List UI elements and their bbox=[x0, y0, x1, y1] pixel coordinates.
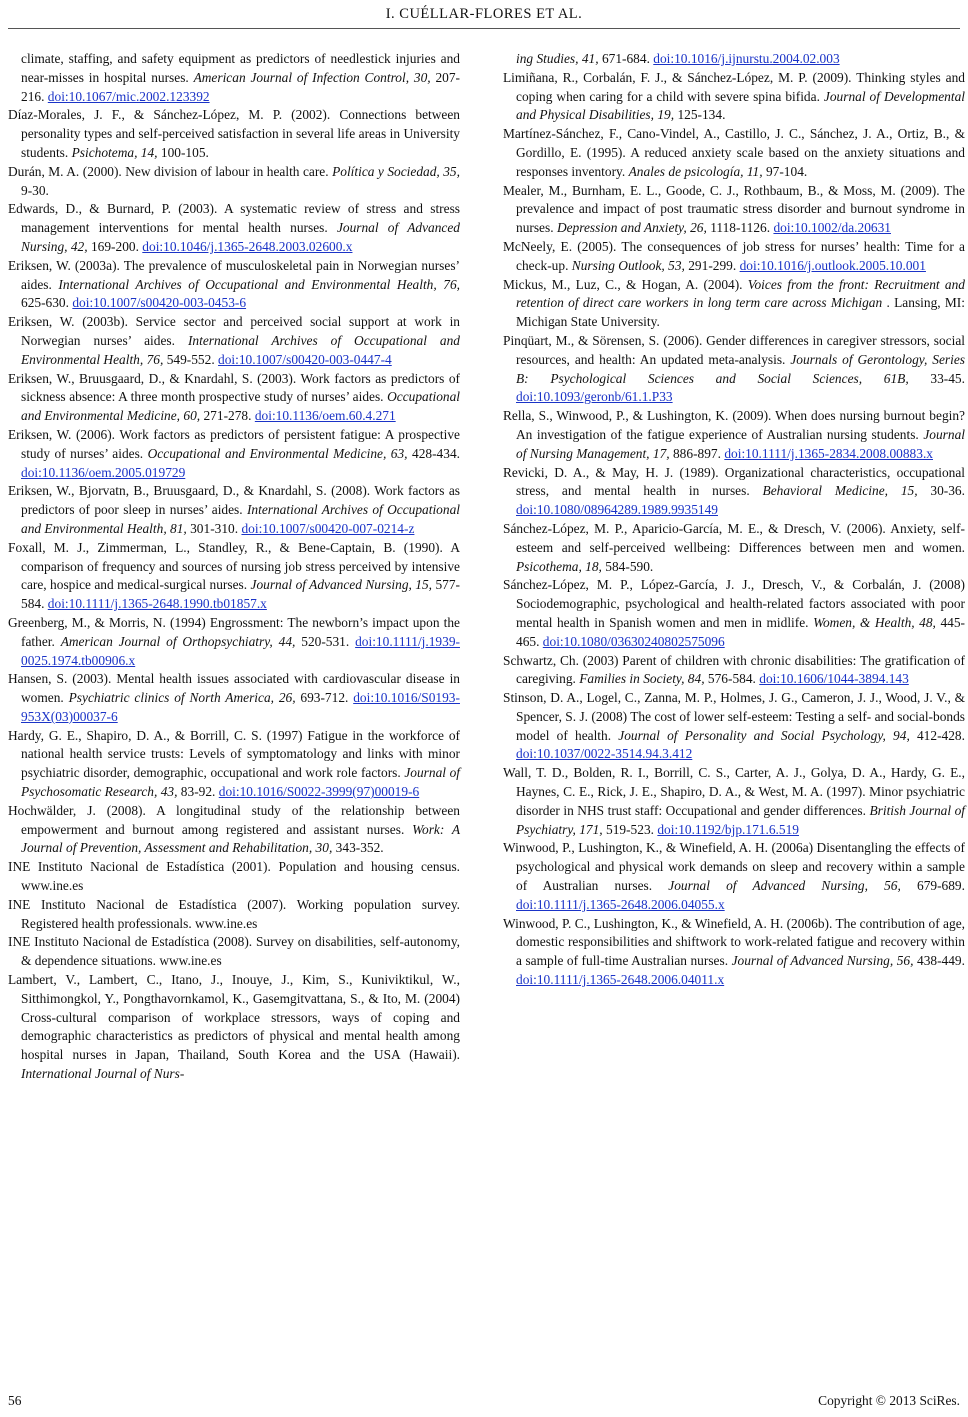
doi-link[interactable]: doi:10.1016/j.outlook.2005.10.001 bbox=[739, 257, 926, 273]
page-range: 549-552. bbox=[166, 351, 215, 367]
page-range: 125-134. bbox=[677, 107, 726, 123]
reference-entry bbox=[503, 576, 965, 651]
reference-entry bbox=[8, 257, 460, 313]
page-number: 56 bbox=[8, 1393, 22, 1408]
reference-entry bbox=[8, 727, 460, 802]
reference-entry bbox=[503, 915, 965, 990]
doi-link[interactable]: doi:10.1016/j.ijnurstu.2004.02.003 bbox=[653, 51, 840, 66]
reference-text: Mealer, M., Burnham, E. L., Goode, C. J., Rothbaum, B., & Moss, M. (2009). The prevalence and impact of post traumatic stress disorder and burnout syndrome in nurses. bbox=[503, 182, 965, 236]
page-range: 343-352. bbox=[335, 840, 384, 856]
page-range: 584-590. bbox=[605, 558, 654, 574]
reference-text: INE Instituto Nacional de Estadística (2008). Survey on disabilities, self-autonomy, & dependence situations. www.ine.es bbox=[8, 934, 460, 969]
journal-title: Work: A Journal of Prevention, Assessment and Rehabilitation, 30, bbox=[21, 821, 460, 856]
reference-entry bbox=[8, 426, 460, 482]
page-range: 671-684. bbox=[601, 51, 650, 66]
journal-title: ing Studies, 41, bbox=[516, 51, 599, 66]
reference-entry bbox=[503, 839, 965, 914]
reference-text: McNeely, E. (2005). The consequences of job stress for nurses’ health: Time for a check-up. bbox=[503, 238, 965, 273]
reference-text: Hardy, G. E., Shapiro, D. A., & Borrill, C. S. (1997) Fatigue in the workforce of national health service trusts: Levels of symptomatology and links with minor psychiatric disorder, demographic, occupational and work role factors. bbox=[8, 727, 460, 781]
doi-link[interactable]: doi:10.1002/da.20631 bbox=[773, 220, 891, 236]
page-range: 445-465. bbox=[516, 614, 965, 649]
page-range: 33-45. bbox=[930, 370, 965, 386]
journal-title: Psichotema, 14, bbox=[71, 144, 158, 160]
journal-title: Families in Society, 84, bbox=[579, 671, 705, 687]
reference-text: Greenberg, M., & Morris, N. (1994) Engrossment: The newborn’s impact upon the father. bbox=[8, 614, 460, 649]
reference-entry bbox=[503, 69, 965, 125]
reference-text: Rella, S., Winwood, P., & Lushington, K. (2009). When does nursing burnout begin? An investigation of the fatigue experience of Australian nursing students. bbox=[503, 408, 965, 442]
journal-title: Journal of Advanced Nursing, 56, bbox=[668, 878, 901, 894]
doi-link[interactable]: doi:10.1192/bjp.171.6.519 bbox=[657, 821, 799, 837]
running-header: I. CUÉLLAR-FLORES ET AL. bbox=[385, 6, 583, 22]
journal-title: British Journal of Psychiatry, 171, bbox=[516, 802, 965, 837]
reference-text: Edwards, D., & Burnard, P. (2003). A systematic review of stress and stress management interventions for mental health nurses. bbox=[8, 201, 460, 236]
reference-entry bbox=[8, 802, 460, 858]
reference-entry bbox=[503, 407, 965, 463]
journal-title: Journal of Advanced Nursing, 56, bbox=[731, 953, 914, 969]
reference-text: Schwartz, Ch. (2003) Parent of children with chronic disabilities: The gratification of caregiving. bbox=[503, 652, 965, 687]
page-range: 1118-1126. bbox=[710, 220, 771, 236]
reference-entry bbox=[503, 520, 965, 576]
reference-entry bbox=[8, 896, 460, 934]
reference-entry bbox=[8, 614, 460, 670]
doi-link[interactable]: doi:10.1007/s00420-003-0447-4 bbox=[218, 351, 392, 367]
reference-text: Durán, M. A. (2000). New division of labour in health care. bbox=[8, 163, 329, 179]
reference-column-right bbox=[503, 50, 965, 990]
page-range: 9-30. bbox=[21, 182, 49, 198]
reference-entry bbox=[8, 482, 460, 538]
doi-link[interactable]: doi:10.1093/geronb/61.1.P33 bbox=[516, 389, 673, 405]
reference-text: Martínez-Sánchez, F., Cano-Vindel, A., Castillo, J. C., Sánchez, J. A., Ortiz, B., & Gordillo, E. (1995). A reduced anxiety scale based on the anxiety situations and responses inventory. bbox=[503, 126, 965, 179]
journal-title: Journal of Psychosomatic Research, 43, bbox=[21, 765, 461, 800]
reference-text: Winwood, P., Lushington, K., & Winefield, A. H. (2006a) Disentangling the effects of psychological and physical work demands on sleep and recovery within a sample of Australian nurses. bbox=[503, 840, 965, 894]
reference-entry bbox=[503, 125, 965, 181]
reference-text: climate, staffing, and safety equipment as predictors of needlestick injuries and near-misses in hospital nurses. bbox=[21, 51, 460, 85]
reference-entry bbox=[8, 933, 460, 971]
reference-text: Sánchez-López, M. P., Aparicio-García, M. E., & Dresch, V. (2006). Anxiety, self-esteem and self-perceived wellbeing: Differences between men and women. bbox=[503, 520, 965, 555]
header-divider bbox=[8, 28, 960, 29]
page-range: 169-200. bbox=[90, 238, 139, 254]
page-range: 291-299. bbox=[688, 257, 737, 273]
reference-text: Eriksen, W. (2003a). The prevalence of musculoskeletal pain in Norwegian nurses’ aides. bbox=[8, 257, 460, 292]
journal-title: American Journal of Infection Control, 30, bbox=[193, 69, 431, 85]
reference-text: Wall, T. D., Bolden, R. I., Borrill, C. S., Carter, A. J., Golya, D. A., Hardy, G. E., Haynes, C. E., Rick, J. E., Shapiro, D. A., & West, M. A. (1997). Minor psychiatric disorder in NHS trust staff: Occupational and gender differences. bbox=[503, 765, 965, 818]
reference-entry bbox=[8, 163, 460, 201]
reference-text: Stinson, D. A., Logel, C., Zanna, M. P., Holmes, J. G., Cameron, J. J., Wood, J. V., & Spencer, S. J. (2008) The cost of lower self-esteem: Testing a self- and social-bonds model of health. bbox=[503, 690, 965, 743]
reference-entry bbox=[8, 106, 460, 162]
doi-link[interactable]: doi:10.1016/S0193-953X(03)00037-6 bbox=[21, 690, 460, 724]
page-range: 428-434. bbox=[412, 445, 460, 461]
reference-text: INE Instituto Nacional de Estadística (2007). Working population survey. Registered health professionals. www.ine.es bbox=[8, 896, 460, 931]
journal-title: Journal of Advanced Nursing, 15, bbox=[250, 577, 433, 593]
page-range: 412-428. bbox=[916, 727, 965, 743]
reference-text: Pinqüart, M., & Sörensen, S. (2006). Gender differences in caregiver stressors, social resources, and health: An updated meta-analysis. bbox=[503, 332, 965, 367]
page-range: 625-630. bbox=[21, 295, 69, 311]
reference-text: Eriksen, W. (2006). Work factors as predictors of persistent fatigue: A prospective study of nurses’ aides. bbox=[8, 426, 460, 461]
doi-link[interactable]: doi:10.1111/j.1365-2648.1990.tb01857.x bbox=[47, 596, 267, 612]
reference-text: Foxall, M. J., Zimmerman, L., Standley, R., & Bene-Captain, B. (1990). A comparison of frequency and sources of nursing job stress perceived by intensive care, hospice and medical-surgical nurses. bbox=[8, 539, 460, 593]
reference-entry bbox=[503, 276, 965, 332]
journal-title: American Journal of Orthopsychiatry, 44, bbox=[60, 633, 296, 649]
doi-link[interactable]: doi:10.1606/1044-3894.143 bbox=[759, 671, 909, 687]
journal-title: Journal of Personality and Social Psychology, 94, bbox=[618, 727, 910, 743]
reference-text: Eriksen, W. (2003b). Service sector and perceived social support at work in Norwegian nurses’ aides. bbox=[8, 314, 460, 348]
page-range: 100-105. bbox=[160, 144, 209, 160]
journal-title: Journal of Nursing Management, 17, bbox=[516, 426, 965, 461]
doi-link[interactable]: doi:10.1111/j.1365-2648.2006.04011.x bbox=[516, 972, 725, 988]
reference-entry bbox=[503, 652, 965, 690]
reference-text: Hansen, S. (2003). Mental health issues associated with cardiovascular disease in women. bbox=[8, 671, 460, 706]
doi-link[interactable]: doi:10.1136/oem.60.4.271 bbox=[254, 408, 396, 424]
reference-text: Sánchez-López, M. P., López-García, J. J., Dresch, V., & Corbalán, J. (2008) Sociodemographic, psychological and health-related factors associated with poor mental health in Spanish women and men in midlife. bbox=[503, 577, 965, 630]
journal-title: Occupational and Environmental Medicine, 60, bbox=[21, 389, 460, 424]
doi-link[interactable]: doi:10.1080/03630240802575096 bbox=[542, 633, 725, 649]
page-range: 886-897. bbox=[672, 445, 721, 461]
journal-title: International Archives of Occupational and Environmental Health, 81, bbox=[21, 502, 460, 536]
journal-title: Voices from the front: Recruitment and retention of direct care workers in long term care across Michigan bbox=[516, 276, 965, 311]
journal-title: Psicothema, 18, bbox=[516, 558, 602, 574]
reference-text: Revicki, D. A., & May, H. J. (1989). Organizational characteristics, occupational stress, and mental health in nurses. bbox=[503, 464, 965, 499]
reference-text: Lambert, V., Lambert, C., Itano, J., Inouye, J., Kim, S., Kuniviktikul, W., Sitthimongkol, Y., Pongthavornkamol, K., Gasemgitvattana, S., & Ito, M. (2004) Cross-cultural comparison of workplace stressors, ways of coping and demographic characteristics as predictors of physical and mental health among hospital nurses in Japan, Thailand, South Korea and the USA (Hawaii). bbox=[8, 972, 460, 1063]
doi-link[interactable]: doi:10.1016/S0022-3999(97)00019-6 bbox=[218, 784, 420, 800]
page-range: 30-36. bbox=[930, 483, 965, 499]
journal-title: Women, & Health, 48, bbox=[813, 614, 936, 630]
reference-text: INE Instituto Nacional de Estadística (2001). Population and housing census. www.ine.es bbox=[8, 859, 460, 894]
journal-title: Behavioral Medicine, 15, bbox=[762, 483, 918, 499]
reference-entry bbox=[503, 182, 965, 238]
reference-entry bbox=[503, 764, 965, 839]
reference-text: Limiñana, R., Corbalán, F. J., & Sánchez-López, M. P. (2009). Thinking styles and coping when caring for a child with severe spina bifida. bbox=[503, 69, 965, 104]
doi-link[interactable]: doi:10.1111/j.1939-0025.1974.tb00906.x bbox=[21, 633, 460, 668]
reference-entry bbox=[8, 370, 460, 426]
page-range: 438-449. bbox=[917, 953, 965, 969]
journal-title: Journal of Advanced Nursing, 42, bbox=[21, 220, 460, 254]
journal-title: Anales de psicología, 11, bbox=[628, 163, 763, 179]
page-range: 576-584. bbox=[707, 671, 756, 687]
reference-text: Hochwälder, J. (2008). A longitudinal study of the relationship between empowerment and burnout among registered and assistant nurses. bbox=[8, 802, 460, 837]
journal-title: International Archives of Occupational and Environmental Health, 76, bbox=[58, 276, 460, 292]
reference-entry bbox=[503, 50, 965, 69]
reference-entry bbox=[8, 670, 460, 726]
reference-entry bbox=[8, 200, 460, 256]
reference-column-left bbox=[8, 50, 460, 1084]
doi-link[interactable]: doi:10.1111/j.1365-2834.2008.00883.x bbox=[724, 445, 933, 461]
page-range: 207-216. bbox=[21, 69, 460, 104]
page-range: 520-531. bbox=[301, 633, 350, 649]
reference-entry bbox=[8, 858, 460, 896]
page-range: 519-523. bbox=[606, 821, 654, 837]
reference-text: Eriksen, W., Bjorvatn, B., Bruusgaard, D., & Knardahl, S. (2008). Work factors as predictors of poor sleep in nurses’ aides. bbox=[8, 483, 460, 518]
reference-entry bbox=[503, 464, 965, 520]
journal-title: International Journal of Nurs- bbox=[21, 1066, 185, 1082]
reference-text: Winwood, P. C., Lushington, K., & Winefield, A. H. (2006b). The contribution of age, domestic responsibilities and shiftwork to work-related fatigue and recovery within a sample of full-time Australian nurses. bbox=[503, 915, 965, 969]
reference-text: Díaz-Morales, J. F., & Sánchez-López, M. P. (2002). Connections between personality types and self-perceived satisfaction in several life areas in University students. bbox=[8, 107, 460, 160]
page-range: 271-278. bbox=[203, 408, 252, 424]
journal-title: International Archives of Occupational and Environmental Health, 76, bbox=[21, 332, 460, 367]
reference-entry bbox=[8, 50, 460, 106]
page-range: 83-92. bbox=[180, 784, 216, 800]
journal-title: Journals of Gerontology, Series B: Psychological Sciences and Social Sciences, 61B, bbox=[516, 351, 965, 386]
journal-title: Journal of Developmental and Physical Disabilities, 19, bbox=[516, 88, 965, 123]
reference-text: Eriksen, W., Bruusgaard, D., & Knardahl, S. (2003). Work factors as predictors of sickness absence: A three month prospective study of nurses’ aides. bbox=[8, 370, 460, 405]
doi-link[interactable]: doi:10.1111/j.1365-2648.2006.04055.x bbox=[516, 896, 725, 912]
reference-entry bbox=[8, 539, 460, 614]
reference-entry bbox=[503, 238, 965, 276]
doi-link[interactable]: doi:10.1067/mic.2002.123392 bbox=[47, 88, 210, 104]
doi-link[interactable]: doi:10.1046/j.1365-2648.2003.02600.x bbox=[142, 238, 353, 254]
journal-title: Psychiatric clinics of North America, 26, bbox=[68, 690, 296, 706]
doi-link[interactable]: doi:10.1007/s00420-003-0453-6 bbox=[72, 295, 247, 311]
journal-title: Política y Sociedad, 35, bbox=[332, 163, 460, 179]
page-range: 693-712. bbox=[300, 690, 349, 706]
doi-link[interactable]: doi:10.1037/0022-3514.94.3.412 bbox=[516, 746, 693, 762]
copyright-notice: Copyright © 2013 SciRes. bbox=[818, 1393, 960, 1408]
page-range: 577-584. bbox=[21, 577, 460, 612]
journal-title: Nursing Outlook, 53, bbox=[571, 257, 685, 273]
reference-entry bbox=[503, 332, 965, 407]
page-range: 679-689. bbox=[917, 878, 965, 894]
page-range: 97-104. bbox=[765, 163, 808, 179]
reference-entry bbox=[503, 689, 965, 764]
doi-link[interactable]: doi:10.1007/s00420-007-0214-z bbox=[241, 520, 415, 536]
reference-text: Mickus, M., Luz, C., & Hogan, A. (2004). bbox=[503, 276, 743, 292]
reference-entry bbox=[8, 971, 460, 1084]
page-range: . Lansing, MI: Michigan State University. bbox=[516, 295, 965, 330]
journal-title: Depression and Anxiety, 26, bbox=[556, 220, 707, 236]
journal-title: Occupational and Environmental Medicine, 63, bbox=[147, 445, 408, 461]
doi-link[interactable]: doi:10.1136/oem.2005.019729 bbox=[21, 464, 186, 480]
doi-link[interactable]: doi:10.1080/08964289.1989.9935149 bbox=[516, 502, 718, 518]
page-range: 301-310. bbox=[190, 520, 239, 536]
reference-entry bbox=[8, 313, 460, 369]
